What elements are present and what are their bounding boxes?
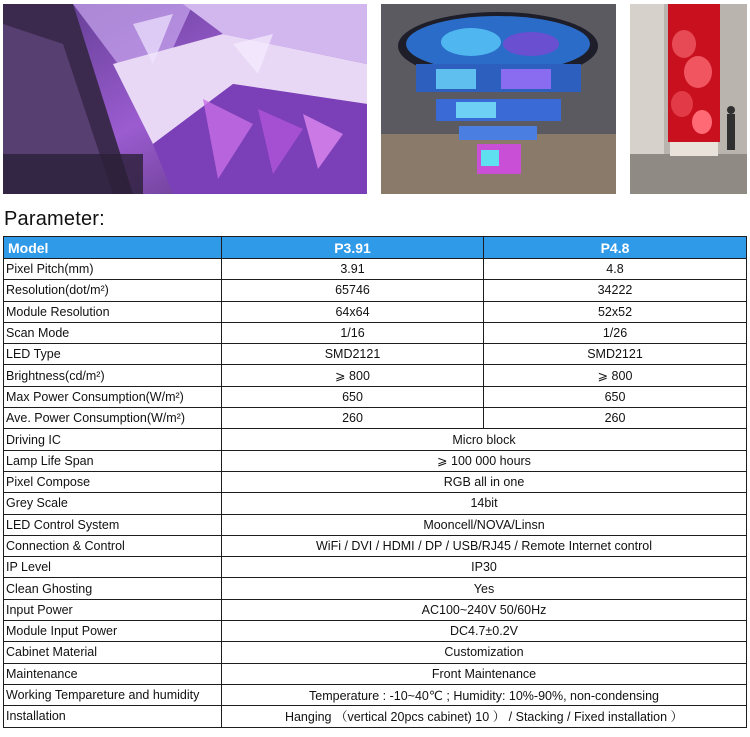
row-label: Resolution(dot/m²) xyxy=(4,280,222,301)
mall-ceiling-led-photo xyxy=(3,4,367,194)
table-row xyxy=(4,322,747,343)
row-value-p391: 260 xyxy=(222,408,484,429)
row-value-p391: 1/16 xyxy=(222,322,484,343)
row-label: Brightness(cd/m²) xyxy=(4,365,222,386)
row-label: Cabinet Material xyxy=(4,642,222,663)
row-value-p391: 64x64 xyxy=(222,301,484,322)
row-value-p391: 65746 xyxy=(222,280,484,301)
row-label: Lamp Life Span xyxy=(4,450,222,471)
table-row xyxy=(4,450,747,471)
row-label: Pixel Compose xyxy=(4,471,222,492)
table-row xyxy=(4,301,747,322)
table-row xyxy=(4,408,747,429)
row-value-p48: ⩾ 800 xyxy=(484,365,747,386)
row-label: Module Input Power xyxy=(4,621,222,642)
spec-table-body xyxy=(4,259,747,728)
header-p391: P3.91 xyxy=(222,237,484,259)
parameter-heading: Parameter: xyxy=(4,208,105,230)
row-value-p48: SMD2121 xyxy=(484,344,747,365)
row-label: Driving IC xyxy=(4,429,222,450)
table-header-row xyxy=(4,237,747,259)
row-value-shared: Customization xyxy=(222,642,747,663)
row-value-p48: 260 xyxy=(484,408,747,429)
row-value-p48: 650 xyxy=(484,386,747,407)
table-row xyxy=(4,493,747,514)
row-value-p391: 650 xyxy=(222,386,484,407)
row-label: Pixel Pitch(mm) xyxy=(4,259,222,280)
table-row xyxy=(4,471,747,492)
row-label: Clean Ghosting xyxy=(4,578,222,599)
row-value-p48: 52x52 xyxy=(484,301,747,322)
table-row xyxy=(4,642,747,663)
row-value-shared: Hanging （vertical 20pcs cabinet) 10 ） / Stacking / Fixed installation ） xyxy=(222,706,747,727)
row-value-p48: 34222 xyxy=(484,280,747,301)
table-row xyxy=(4,663,747,684)
row-value-shared: Yes xyxy=(222,578,747,599)
row-value-p48: 4.8 xyxy=(484,259,747,280)
header-model: Model xyxy=(4,237,222,259)
row-value-shared: ⩾ 100 000 hours xyxy=(222,450,747,471)
header-p48: P4.8 xyxy=(484,237,747,259)
pillar-led-photo xyxy=(630,4,747,194)
row-label: Max Power Consumption(W/m²) xyxy=(4,386,222,407)
row-value-shared: IP30 xyxy=(222,557,747,578)
row-value-shared: Front Maintenance xyxy=(222,663,747,684)
row-value-p391: ⩾ 800 xyxy=(222,365,484,386)
table-row xyxy=(4,280,747,301)
table-row xyxy=(4,706,747,727)
table-row xyxy=(4,578,747,599)
row-label: Scan Mode xyxy=(4,322,222,343)
row-value-shared: Micro block xyxy=(222,429,747,450)
row-value-shared: Temperature : -10~40℃ ; Humidity: 10%-90%, non-condensing xyxy=(222,684,747,705)
row-label: Working Tempareture and humidity xyxy=(4,684,222,705)
table-row xyxy=(4,599,747,620)
row-label: Connection & Control xyxy=(4,535,222,556)
row-value-shared: Mooncell/NOVA/Linsn xyxy=(222,514,747,535)
row-label: Module Resolution xyxy=(4,301,222,322)
row-value-shared: WiFi / DVI / HDMI / DP / USB/RJ45 / Remote Internet control xyxy=(222,535,747,556)
row-value-shared: RGB all in one xyxy=(222,471,747,492)
row-value-p391: 3.91 xyxy=(222,259,484,280)
table-row xyxy=(4,386,747,407)
table-row xyxy=(4,557,747,578)
row-value-p48: 1/26 xyxy=(484,322,747,343)
row-label: Ave. Power Consumption(W/m²) xyxy=(4,408,222,429)
table-row xyxy=(4,344,747,365)
row-label: Input Power xyxy=(4,599,222,620)
row-label: Grey Scale xyxy=(4,493,222,514)
row-value-shared: AC100~240V 50/60Hz xyxy=(222,599,747,620)
table-row xyxy=(4,429,747,450)
row-value-shared: DC4.7±0.2V xyxy=(222,621,747,642)
spec-table xyxy=(3,236,747,728)
table-row xyxy=(4,535,747,556)
table-row xyxy=(4,259,747,280)
row-label: LED Control System xyxy=(4,514,222,535)
row-label: Maintenance xyxy=(4,663,222,684)
table-row xyxy=(4,621,747,642)
row-label: IP Level xyxy=(4,557,222,578)
table-row xyxy=(4,365,747,386)
row-label: LED Type xyxy=(4,344,222,365)
row-label: Installation xyxy=(4,706,222,727)
table-row xyxy=(4,684,747,705)
row-value-p391: SMD2121 xyxy=(222,344,484,365)
chandelier-led-photo xyxy=(381,4,616,194)
table-row xyxy=(4,514,747,535)
row-value-shared: 14bit xyxy=(222,493,747,514)
